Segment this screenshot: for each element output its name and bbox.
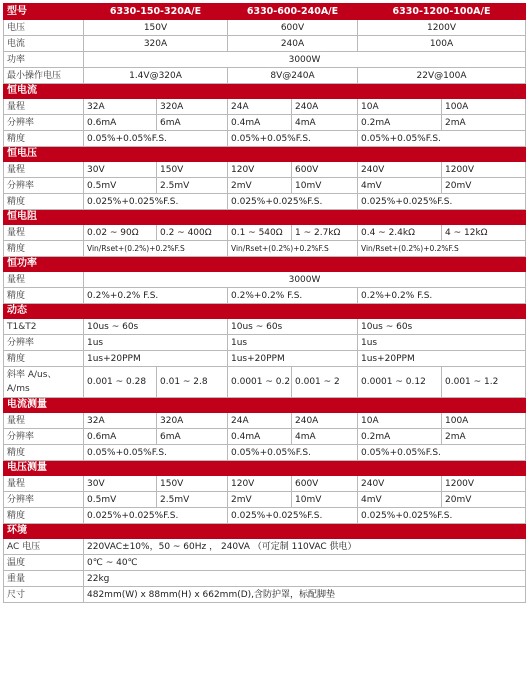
section-header-current-meas: [4, 398, 526, 413]
row-label: AC 电压: [4, 539, 84, 555]
dynamic-t1t2-row: [4, 319, 526, 335]
cell: 2.5mV: [157, 178, 228, 194]
cell: 4mV: [358, 492, 442, 508]
cell: 0.2%+0.2% F.S.: [84, 288, 228, 304]
cell: 22V@100A: [358, 68, 526, 84]
cell: 0.6mA: [84, 429, 157, 445]
row-label: 量程: [4, 225, 84, 241]
cell: 0.025%+0.025%F.S.: [84, 194, 228, 210]
cell: 240A: [292, 99, 358, 115]
row-label: 分辨率: [4, 335, 84, 351]
cell: 4 ~ 12kΩ: [442, 225, 526, 241]
section-title: 恒电流: [4, 84, 526, 99]
env-size-row: [4, 587, 526, 603]
cp-range-row: [4, 272, 526, 288]
cell: 0℃ ~ 40℃: [84, 555, 526, 571]
cv-resolution-row: [4, 178, 526, 194]
cell: 22kg: [84, 571, 526, 587]
cell: 10us ~ 60s: [358, 319, 526, 335]
cell: 320A: [157, 413, 228, 429]
cell: 0.025%+0.025%F.S.: [358, 194, 526, 210]
cell: 20mV: [442, 178, 526, 194]
section-header-cc: [4, 84, 526, 99]
model-label: 型号: [4, 4, 84, 20]
cell: 0.2%+0.2% F.S.: [358, 288, 526, 304]
cell: 20mV: [442, 492, 526, 508]
cell: 2mA: [442, 429, 526, 445]
cell: 1us: [358, 335, 526, 351]
cell: 0.6mA: [84, 115, 157, 131]
cr-accuracy-row: [4, 241, 526, 257]
cell: 0.2 ~ 400Ω: [157, 225, 228, 241]
section-title: 恒电阻: [4, 210, 526, 225]
cell: 6mA: [157, 115, 228, 131]
cc-accuracy-row: [4, 131, 526, 147]
cell: 240A: [228, 36, 358, 52]
cell: 10us ~ 60s: [84, 319, 228, 335]
row-label: 电流: [4, 36, 84, 52]
cell: 1.4V@320A: [84, 68, 228, 84]
cell: 0.01 ~ 2.8: [157, 367, 228, 398]
voltage-row: [4, 20, 526, 36]
cell: 32A: [84, 99, 157, 115]
cell: 150V: [157, 162, 228, 178]
cell: 0.025%+0.025%F.S.: [358, 508, 526, 524]
cell: 2.5mV: [157, 492, 228, 508]
cv-accuracy-row: [4, 194, 526, 210]
cell: 120V: [228, 162, 292, 178]
row-label: 分辨率: [4, 429, 84, 445]
cm-range-row: [4, 413, 526, 429]
cell: 24A: [228, 413, 292, 429]
row-label: 功率: [4, 52, 84, 68]
cell: 0.025%+0.025%F.S.: [228, 194, 358, 210]
cell: 0.025%+0.025%F.S.: [84, 508, 228, 524]
cell: 1us: [228, 335, 358, 351]
env-temp-row: [4, 555, 526, 571]
row-label: 重量: [4, 571, 84, 587]
section-header-dynamic: [4, 304, 526, 319]
cell: 4mA: [292, 115, 358, 131]
cell: 0.02 ~ 90Ω: [84, 225, 157, 241]
cr-range-row: [4, 225, 526, 241]
row-label: 量程: [4, 272, 84, 288]
cell: 0.05%+0.05%F.S.: [228, 445, 358, 461]
cell: 1200V: [442, 162, 526, 178]
cell: 220VAC±10%，50 ~ 60Hz ， 240VA （可定制 110VAC 供电）: [84, 539, 526, 555]
row-label: 分辨率: [4, 492, 84, 508]
slew-label-line2: A/ms: [7, 384, 30, 394]
cell: 32A: [84, 413, 157, 429]
cell: 100A: [442, 99, 526, 115]
cell: 600V: [228, 20, 358, 36]
cell: 3000W: [84, 52, 526, 68]
cp-accuracy-row: [4, 288, 526, 304]
cell: 2mV: [228, 492, 292, 508]
cell: 0.05%+0.05%F.S.: [228, 131, 358, 147]
cell: 10A: [358, 99, 442, 115]
cell: 120V: [228, 476, 292, 492]
row-label: 精度: [4, 445, 84, 461]
cell: 240V: [358, 162, 442, 178]
cell: 0.4mA: [228, 429, 292, 445]
cell: Vin/Rset+(0.2%)+0.2%F.S: [358, 241, 526, 257]
cell: 30V: [84, 476, 157, 492]
cc-range-row: [4, 99, 526, 115]
cell: 320A: [157, 99, 228, 115]
section-title: 电压测量: [4, 461, 526, 476]
cell: 1200V: [358, 20, 526, 36]
cell: 10us ~ 60s: [228, 319, 358, 335]
section-header-cr: [4, 210, 526, 225]
section-title: 恒功率: [4, 257, 526, 272]
cell: 0.0001 ~ 0.12: [358, 367, 442, 398]
env-ac-row: [4, 539, 526, 555]
cell: 4mV: [358, 178, 442, 194]
section-header-voltage-meas: [4, 461, 526, 476]
cell: 0.0001 ~ 0.2: [228, 367, 292, 398]
cell: Vin/Rset+(0.2%)+0.2%F.S: [228, 241, 358, 257]
model-2: 6330-600-240A/E: [228, 4, 358, 20]
cell: 0.5mV: [84, 178, 157, 194]
cell: 0.05%+0.05%F.S.: [358, 445, 526, 461]
cell: 0.001 ~ 1.2: [442, 367, 526, 398]
row-label: 精度: [4, 508, 84, 524]
row-label: T1&T2: [4, 319, 84, 335]
cell: 3000W: [84, 272, 526, 288]
cell: 0.4 ~ 2.4kΩ: [358, 225, 442, 241]
cell: 1200V: [442, 476, 526, 492]
cell: 1us+20PPM: [84, 351, 228, 367]
cell: 10A: [358, 413, 442, 429]
cell: Vin/Rset+(0.2%)+0.2%F.S: [84, 241, 228, 257]
cv-range-row: [4, 162, 526, 178]
cell: 0.1 ~ 540Ω: [228, 225, 292, 241]
section-title: 电流测量: [4, 398, 526, 413]
row-label: 量程: [4, 99, 84, 115]
cell: 0.001 ~ 2: [292, 367, 358, 398]
cell: 100A: [358, 36, 526, 52]
dynamic-slew-row: [4, 367, 526, 398]
spec-table: [3, 3, 526, 603]
cell: 1 ~ 2.7kΩ: [292, 225, 358, 241]
cell: 1us+20PPM: [358, 351, 526, 367]
cell: 0.2%+0.2% F.S.: [228, 288, 358, 304]
cell: 1us+20PPM: [228, 351, 358, 367]
cell: 2mA: [442, 115, 526, 131]
vm-range-row: [4, 476, 526, 492]
row-label: 量程: [4, 476, 84, 492]
section-title: 环境: [4, 524, 526, 539]
dynamic-accuracy-row: [4, 351, 526, 367]
vm-accuracy-row: [4, 508, 526, 524]
cm-resolution-row: [4, 429, 526, 445]
cell: 0.05%+0.05%F.S.: [358, 131, 526, 147]
row-label: 电压: [4, 20, 84, 36]
row-label: 精度: [4, 131, 84, 147]
cell: 10mV: [292, 178, 358, 194]
model-header-row: [4, 4, 526, 20]
cell: 100A: [442, 413, 526, 429]
row-label: 分辨率: [4, 178, 84, 194]
cell: 600V: [292, 162, 358, 178]
power-row: [4, 52, 526, 68]
cell: 600V: [292, 476, 358, 492]
row-label: 量程: [4, 162, 84, 178]
section-header-environment: [4, 524, 526, 539]
row-label: 温度: [4, 555, 84, 571]
cell: 240V: [358, 476, 442, 492]
cell: 0.2mA: [358, 429, 442, 445]
current-row: [4, 36, 526, 52]
cm-accuracy-row: [4, 445, 526, 461]
row-label: [4, 367, 84, 398]
vm-resolution-row: [4, 492, 526, 508]
section-title: 动态: [4, 304, 526, 319]
min-voltage-row: [4, 68, 526, 84]
section-header-cv: [4, 147, 526, 162]
cell: 4mA: [292, 429, 358, 445]
row-label: 尺寸: [4, 587, 84, 603]
cell: 320A: [84, 36, 228, 52]
cell: 6mA: [157, 429, 228, 445]
cell: 2mV: [228, 178, 292, 194]
cell: 482mm(W) x 88mm(H) x 662mm(D),含防护罩，标配脚垫: [84, 587, 526, 603]
cell: 0.4mA: [228, 115, 292, 131]
cell: 0.2mA: [358, 115, 442, 131]
row-label: 精度: [4, 194, 84, 210]
model-1: 6330-150-320A/E: [84, 4, 228, 20]
section-header-cp: [4, 257, 526, 272]
cell: 0.05%+0.05%F.S.: [84, 445, 228, 461]
cc-resolution-row: [4, 115, 526, 131]
cell: 0.5mV: [84, 492, 157, 508]
cell: 1us: [84, 335, 228, 351]
cell: 0.001 ~ 0.28: [84, 367, 157, 398]
cell: 0.05%+0.05%F.S.: [84, 131, 228, 147]
row-label: 精度: [4, 241, 84, 257]
row-label: 精度: [4, 288, 84, 304]
dynamic-resolution-row: [4, 335, 526, 351]
slew-label-line1: 斜率 A/us、: [7, 370, 57, 380]
model-3: 6330-1200-100A/E: [358, 4, 526, 20]
cell: 30V: [84, 162, 157, 178]
env-weight-row: [4, 571, 526, 587]
section-title: 恒电压: [4, 147, 526, 162]
row-label: 精度: [4, 351, 84, 367]
cell: 10mV: [292, 492, 358, 508]
cell: 150V: [84, 20, 228, 36]
cell: 240A: [292, 413, 358, 429]
row-label: 最小操作电压: [4, 68, 84, 84]
row-label: 分辨率: [4, 115, 84, 131]
row-label: 量程: [4, 413, 84, 429]
cell: 24A: [228, 99, 292, 115]
cell: 0.025%+0.025%F.S.: [228, 508, 358, 524]
cell: 8V@240A: [228, 68, 358, 84]
cell: 150V: [157, 476, 228, 492]
